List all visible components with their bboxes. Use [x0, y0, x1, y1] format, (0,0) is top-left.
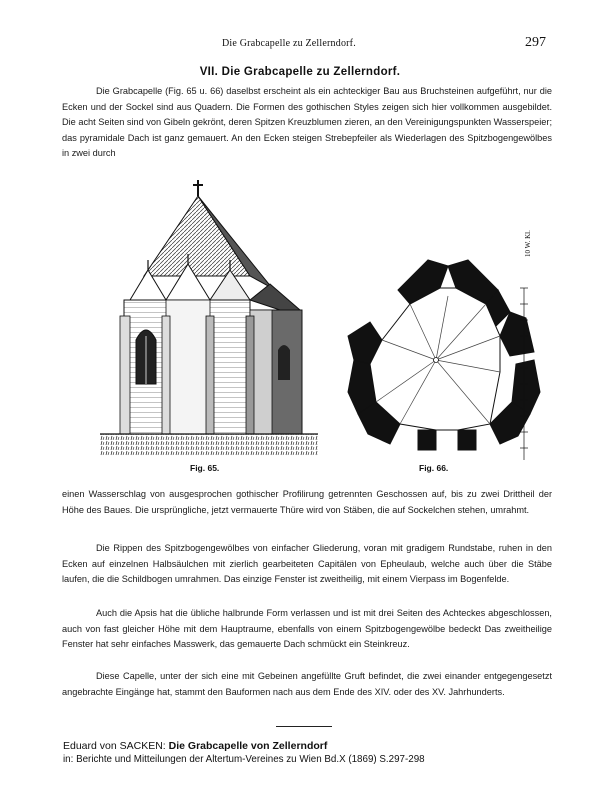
divider-line — [276, 726, 332, 727]
paragraph-3: Die Rippen des Spitzbogengewölbes von einfacher Gliederung, voran mit gradigem Rundstabe, ruhen in den Ecken auf einzelnen Halbsäulchen mit zierlich gearbeiteten Capitälen von Epheulaub, welche auch über die Stäbe laufen, die die Schildbogen umrahmen. Das einzige Fenster ist zweitheilig, mit einem Vierpass im Bogenfelde. — [62, 543, 552, 585]
citation-title: Die Grabcapelle von Zellerndorf — [168, 740, 328, 752]
citation-line-1 — [63, 740, 563, 753]
paragraph-4: Auch die Apsis hat die übliche halbrunde Form verlassen und ist mit drei Seiten des Achteckes abgeschlossen, auch von fast gleicher Höhe mit dem Hauptraume, ebenfalls von einem Spitzbogengewölbe bedeckt Das zweitheilige Fenster hat sehr einfaches Masswerk, das gemauerte Dach schmückt ein Steinkreuz. — [62, 608, 552, 650]
citation — [63, 740, 563, 766]
paragraph-1: Die Grabcapelle (Fig. 65 u. 66) daselbst erscheint als ein achteckiger Bau aus Bruchsteinen aufgeführt, nur die Ecken und der Sockel sind aus Quadern. Die Formen des gothischen Styles zeigen sich hier vollkommen ausgebildet. Die acht Seiten sind von Gibeln gekrönt, deren Spitzen Kreuzblumen zieren, an den Vereinigungspunkten Wasserspeier; das pyramidale Dach ist ganz gemauert. An den Ecken steigen Strebepfeiler als Wiederlagen des Spitzbogengewölbes in zwei durch — [62, 86, 552, 159]
running-title: Die Grabcapelle zu Zellerndorf. — [222, 38, 356, 49]
citation-source: in: Berichte und Mitteilungen der Altertum-Vereines zu Wien Bd.X (1869) S.297-298 — [63, 754, 425, 765]
running-head — [0, 35, 600, 54]
figure-66-caption: Fig. 66. — [419, 463, 449, 473]
section-title: VII. Die Grabcapelle zu Zellerndorf. — [199, 66, 401, 78]
paragraph-5: Diese Capelle, unter der sich eine mit Gebeinen angefüllte Gruft befindet, die zwei einander entgegengesetzt angebrachte Eingänge hat, stammt den Bauformen nach aus dem Ende des XIV. oder des XV. Jahrhunderts. — [62, 671, 552, 697]
figure-65-chapel-elevation — [100, 180, 318, 462]
citation-author: Eduard von SACKEN: — [63, 740, 169, 752]
scale-label: 10 W. Kl. — [524, 230, 532, 257]
figure-65-caption: Fig. 65. — [190, 463, 220, 473]
paragraph-2: einen Wasserschlag von ausgesprochen gothischer Profilirung getrennten Geschossen auf, bis zu zwei Drittheil der Höhe des Baues. Die ursprüngliche, jetzt vermauerte Thüre wird von Stäben, die auf Sockelchen stehen, umrahmt. — [62, 489, 552, 515]
figure-66-floor-plan — [340, 252, 555, 464]
roof-cross-icon — [193, 180, 203, 196]
page-number: 297 — [525, 35, 546, 50]
